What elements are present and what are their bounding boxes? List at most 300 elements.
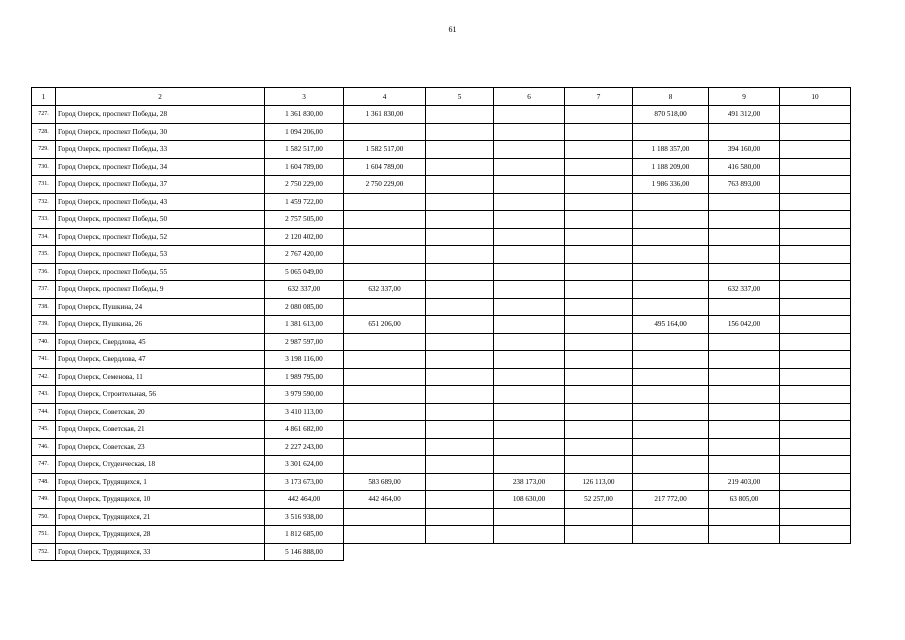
value-cell-col-9: 491 312,00 bbox=[709, 106, 780, 124]
value-cell-col-8 bbox=[633, 438, 709, 456]
value-cell-col-4 bbox=[344, 298, 426, 316]
column-header-7: 7 bbox=[565, 88, 633, 106]
value-cell-col-9: 416 580,00 bbox=[709, 158, 780, 176]
value-cell-col-6 bbox=[494, 508, 565, 526]
table-row bbox=[32, 438, 851, 456]
value-cell-col-10 bbox=[780, 543, 851, 561]
value-cell-col-9: 763 893,00 bbox=[709, 176, 780, 194]
address-cell: Город Озерск, проспект Победы, 28 bbox=[56, 106, 265, 124]
value-cell-col-7 bbox=[565, 298, 633, 316]
address-cell: Город Озерск, проспект Победы, 34 bbox=[56, 158, 265, 176]
row-number: 737. bbox=[32, 281, 56, 299]
row-number: 749. bbox=[32, 491, 56, 509]
row-number: 748. bbox=[32, 473, 56, 491]
column-header-2: 2 bbox=[56, 88, 265, 106]
value-cell-col-6 bbox=[494, 176, 565, 194]
table-row bbox=[32, 176, 851, 194]
value-cell-col-5 bbox=[426, 106, 494, 124]
value-cell-col-8 bbox=[633, 526, 709, 544]
value-cell-col-10 bbox=[780, 298, 851, 316]
value-cell-col-4 bbox=[344, 526, 426, 544]
table-body bbox=[32, 106, 851, 561]
value-cell-col-6 bbox=[494, 281, 565, 299]
value-cell-col-10 bbox=[780, 123, 851, 141]
value-cell-col-3: 5 146 888,00 bbox=[265, 543, 344, 561]
value-cell-col-6 bbox=[494, 386, 565, 404]
value-cell-col-6 bbox=[494, 211, 565, 229]
value-cell-col-9 bbox=[709, 351, 780, 369]
value-cell-col-4: 583 689,00 bbox=[344, 473, 426, 491]
address-cell: Город Озерск, Трудящихся, 28 bbox=[56, 526, 265, 544]
value-cell-col-5 bbox=[426, 141, 494, 159]
value-cell-col-6 bbox=[494, 368, 565, 386]
value-cell-col-7 bbox=[565, 456, 633, 474]
value-cell-col-3: 3 301 624,00 bbox=[265, 456, 344, 474]
value-cell-col-4: 651 206,00 bbox=[344, 316, 426, 334]
value-cell-col-6 bbox=[494, 438, 565, 456]
value-cell-col-6 bbox=[494, 246, 565, 264]
value-cell-col-5 bbox=[426, 456, 494, 474]
address-cell: Город Озерск, Советская, 23 bbox=[56, 438, 265, 456]
value-cell-col-8 bbox=[633, 386, 709, 404]
row-number: 743. bbox=[32, 386, 56, 404]
value-cell-col-5 bbox=[426, 263, 494, 281]
value-cell-col-3: 3 173 673,00 bbox=[265, 473, 344, 491]
table-row bbox=[32, 473, 851, 491]
value-cell-col-9 bbox=[709, 211, 780, 229]
value-cell-col-9: 63 805,00 bbox=[709, 491, 780, 509]
value-cell-col-9 bbox=[709, 228, 780, 246]
table-row bbox=[32, 141, 851, 159]
value-cell-col-10 bbox=[780, 228, 851, 246]
value-cell-col-9: 219 403,00 bbox=[709, 473, 780, 491]
value-cell-col-9 bbox=[709, 526, 780, 544]
column-header-8: 8 bbox=[633, 88, 709, 106]
value-cell-col-4 bbox=[344, 508, 426, 526]
value-cell-col-4: 1 604 789,00 bbox=[344, 158, 426, 176]
value-cell-col-3: 4 861 682,00 bbox=[265, 421, 344, 439]
value-cell-col-3: 5 065 049,00 bbox=[265, 263, 344, 281]
row-number: 734. bbox=[32, 228, 56, 246]
value-cell-col-8 bbox=[633, 351, 709, 369]
value-cell-col-8 bbox=[633, 123, 709, 141]
column-header-3: 3 bbox=[265, 88, 344, 106]
value-cell-col-4: 632 337,00 bbox=[344, 281, 426, 299]
value-cell-col-3: 2 767 420,00 bbox=[265, 246, 344, 264]
row-number: 736. bbox=[32, 263, 56, 281]
row-number: 735. bbox=[32, 246, 56, 264]
value-cell-col-7 bbox=[565, 263, 633, 281]
value-cell-col-5 bbox=[426, 176, 494, 194]
value-cell-col-8 bbox=[633, 473, 709, 491]
value-cell-col-4 bbox=[344, 263, 426, 281]
row-number: 746. bbox=[32, 438, 56, 456]
row-number: 728. bbox=[32, 123, 56, 141]
row-number: 752. bbox=[32, 543, 56, 561]
address-cell: Город Озерск, Трудящихся, 33 bbox=[56, 543, 265, 561]
column-header-1: 1 bbox=[32, 88, 56, 106]
value-cell-col-6 bbox=[494, 263, 565, 281]
address-cell: Город Озерск, Пушкина, 26 bbox=[56, 316, 265, 334]
value-cell-col-7 bbox=[565, 368, 633, 386]
row-number: 729. bbox=[32, 141, 56, 159]
value-cell-col-6 bbox=[494, 351, 565, 369]
value-cell-col-9: 156 042,00 bbox=[709, 316, 780, 334]
value-cell-col-10 bbox=[780, 473, 851, 491]
value-cell-col-5 bbox=[426, 246, 494, 264]
value-cell-col-7 bbox=[565, 211, 633, 229]
value-cell-col-5 bbox=[426, 228, 494, 246]
table-row bbox=[32, 368, 851, 386]
value-cell-col-10 bbox=[780, 368, 851, 386]
value-cell-col-4 bbox=[344, 211, 426, 229]
value-cell-col-5 bbox=[426, 473, 494, 491]
address-cell: Город Озерск, проспект Победы, 9 bbox=[56, 281, 265, 299]
value-cell-col-9 bbox=[709, 421, 780, 439]
value-cell-col-6 bbox=[494, 106, 565, 124]
value-cell-col-3: 1 989 795,00 bbox=[265, 368, 344, 386]
address-cell: Город Озерск, проспект Победы, 53 bbox=[56, 246, 265, 264]
value-cell-col-10 bbox=[780, 333, 851, 351]
value-cell-col-5 bbox=[426, 526, 494, 544]
value-cell-col-5 bbox=[426, 298, 494, 316]
value-cell-col-7: 126 113,00 bbox=[565, 473, 633, 491]
value-cell-col-3: 1 459 722,00 bbox=[265, 193, 344, 211]
table-row bbox=[32, 106, 851, 124]
value-cell-col-4 bbox=[344, 386, 426, 404]
value-cell-col-9 bbox=[709, 123, 780, 141]
value-cell-col-8: 1 188 357,00 bbox=[633, 141, 709, 159]
value-cell-col-4 bbox=[344, 403, 426, 421]
value-cell-col-10 bbox=[780, 351, 851, 369]
row-number: 727. bbox=[32, 106, 56, 124]
address-cell: Город Озерск, проспект Победы, 37 bbox=[56, 176, 265, 194]
value-cell-col-10 bbox=[780, 386, 851, 404]
address-cell: Город Озерск, Строительная, 56 bbox=[56, 386, 265, 404]
value-cell-col-9 bbox=[709, 333, 780, 351]
value-cell-col-9 bbox=[709, 368, 780, 386]
value-cell-col-7 bbox=[565, 386, 633, 404]
value-cell-col-6 bbox=[494, 316, 565, 334]
value-cell-col-4 bbox=[344, 193, 426, 211]
column-header-9: 9 bbox=[709, 88, 780, 106]
table-row bbox=[32, 508, 851, 526]
value-cell-col-5 bbox=[426, 316, 494, 334]
table-row bbox=[32, 123, 851, 141]
row-number: 738. bbox=[32, 298, 56, 316]
value-cell-col-3: 3 516 938,00 bbox=[265, 508, 344, 526]
value-cell-col-3: 1 604 789,00 bbox=[265, 158, 344, 176]
table-row bbox=[32, 246, 851, 264]
value-cell-col-9 bbox=[709, 543, 780, 561]
value-cell-col-6 bbox=[494, 158, 565, 176]
page-number: 61 bbox=[448, 25, 457, 34]
value-cell-col-5 bbox=[426, 543, 494, 561]
value-cell-col-8 bbox=[633, 211, 709, 229]
table-row bbox=[32, 421, 851, 439]
address-cell: Город Озерск, проспект Победы, 33 bbox=[56, 141, 265, 159]
address-cell: Город Озерск, проспект Победы, 43 bbox=[56, 193, 265, 211]
row-number: 739. bbox=[32, 316, 56, 334]
value-cell-col-6 bbox=[494, 228, 565, 246]
row-number: 730. bbox=[32, 158, 56, 176]
header-row bbox=[32, 88, 851, 106]
value-cell-col-5 bbox=[426, 281, 494, 299]
value-cell-col-9: 394 160,00 bbox=[709, 141, 780, 159]
value-cell-col-3: 3 410 113,00 bbox=[265, 403, 344, 421]
value-cell-col-6 bbox=[494, 403, 565, 421]
address-cell: Город Озерск, Советская, 20 bbox=[56, 403, 265, 421]
value-cell-col-3: 2 227 243,00 bbox=[265, 438, 344, 456]
value-cell-col-10 bbox=[780, 263, 851, 281]
value-cell-col-7 bbox=[565, 106, 633, 124]
value-cell-col-5 bbox=[426, 386, 494, 404]
value-cell-col-4 bbox=[344, 333, 426, 351]
value-cell-col-5 bbox=[426, 368, 494, 386]
address-cell: Город Озерск, Советская, 21 bbox=[56, 421, 265, 439]
value-cell-col-8 bbox=[633, 228, 709, 246]
value-cell-col-4 bbox=[344, 228, 426, 246]
row-number: 740. bbox=[32, 333, 56, 351]
value-cell-col-4 bbox=[344, 246, 426, 264]
value-cell-col-10 bbox=[780, 281, 851, 299]
value-cell-col-10 bbox=[780, 211, 851, 229]
address-cell: Город Озерск, Пушкина, 24 bbox=[56, 298, 265, 316]
table-row bbox=[32, 403, 851, 421]
value-cell-col-6 bbox=[494, 543, 565, 561]
column-header-5: 5 bbox=[426, 88, 494, 106]
value-cell-col-4 bbox=[344, 456, 426, 474]
value-cell-col-9 bbox=[709, 438, 780, 456]
value-cell-col-4: 2 750 229,00 bbox=[344, 176, 426, 194]
row-number: 744. bbox=[32, 403, 56, 421]
value-cell-col-10 bbox=[780, 403, 851, 421]
value-cell-col-7 bbox=[565, 228, 633, 246]
value-cell-col-8: 217 772,00 bbox=[633, 491, 709, 509]
address-cell: Город Озерск, Трудящихся, 10 bbox=[56, 491, 265, 509]
value-cell-col-4: 442 464,00 bbox=[344, 491, 426, 509]
row-number: 742. bbox=[32, 368, 56, 386]
value-cell-col-4 bbox=[344, 438, 426, 456]
value-cell-col-10 bbox=[780, 508, 851, 526]
value-cell-col-7 bbox=[565, 123, 633, 141]
value-cell-col-7 bbox=[565, 281, 633, 299]
value-cell-col-7 bbox=[565, 176, 633, 194]
address-cell: Город Озерск, Свердлова, 45 bbox=[56, 333, 265, 351]
table-row bbox=[32, 263, 851, 281]
address-cell: Город Озерск, Трудящихся, 21 bbox=[56, 508, 265, 526]
value-cell-col-10 bbox=[780, 141, 851, 159]
value-cell-col-8 bbox=[633, 456, 709, 474]
value-cell-col-3: 2 120 402,00 bbox=[265, 228, 344, 246]
column-header-4: 4 bbox=[344, 88, 426, 106]
value-cell-col-3: 1 582 517,00 bbox=[265, 141, 344, 159]
value-cell-col-3: 1 094 206,00 bbox=[265, 123, 344, 141]
address-cell: Город Озерск, Студенческая, 18 bbox=[56, 456, 265, 474]
value-cell-col-4 bbox=[344, 368, 426, 386]
value-cell-col-6 bbox=[494, 456, 565, 474]
value-cell-col-4 bbox=[344, 123, 426, 141]
value-cell-col-7 bbox=[565, 508, 633, 526]
value-cell-col-3: 2 757 505,00 bbox=[265, 211, 344, 229]
value-cell-col-5 bbox=[426, 491, 494, 509]
value-cell-col-10 bbox=[780, 421, 851, 439]
value-cell-col-5 bbox=[426, 211, 494, 229]
value-cell-col-3: 3 979 590,00 bbox=[265, 386, 344, 404]
value-cell-col-6: 108 630,00 bbox=[494, 491, 565, 509]
address-cell: Город Озерск, проспект Победы, 50 bbox=[56, 211, 265, 229]
table-row bbox=[32, 333, 851, 351]
value-cell-col-7 bbox=[565, 438, 633, 456]
table-row bbox=[32, 158, 851, 176]
row-number: 732. bbox=[32, 193, 56, 211]
value-cell-col-4: 1 361 830,00 bbox=[344, 106, 426, 124]
value-cell-col-9 bbox=[709, 508, 780, 526]
value-cell-col-8 bbox=[633, 543, 709, 561]
value-cell-col-5 bbox=[426, 193, 494, 211]
value-cell-col-8 bbox=[633, 193, 709, 211]
value-cell-col-3: 2 750 229,00 bbox=[265, 176, 344, 194]
value-cell-col-3: 1 361 830,00 bbox=[265, 106, 344, 124]
value-cell-col-7 bbox=[565, 246, 633, 264]
value-cell-col-8: 870 518,00 bbox=[633, 106, 709, 124]
value-cell-col-6 bbox=[494, 298, 565, 316]
address-cell: Город Озерск, проспект Победы, 30 bbox=[56, 123, 265, 141]
value-cell-col-7 bbox=[565, 193, 633, 211]
value-cell-col-9 bbox=[709, 403, 780, 421]
value-cell-col-5 bbox=[426, 403, 494, 421]
value-cell-col-5 bbox=[426, 333, 494, 351]
table-row bbox=[32, 211, 851, 229]
value-cell-col-10 bbox=[780, 158, 851, 176]
value-cell-col-4: 1 582 517,00 bbox=[344, 141, 426, 159]
value-cell-col-4 bbox=[344, 421, 426, 439]
value-cell-col-10 bbox=[780, 526, 851, 544]
value-cell-col-10 bbox=[780, 456, 851, 474]
value-cell-col-10 bbox=[780, 246, 851, 264]
value-cell-col-5 bbox=[426, 351, 494, 369]
table-row bbox=[32, 386, 851, 404]
row-number: 750. bbox=[32, 508, 56, 526]
table-row bbox=[32, 298, 851, 316]
table-row bbox=[32, 526, 851, 544]
value-cell-col-10 bbox=[780, 316, 851, 334]
value-cell-col-7 bbox=[565, 543, 633, 561]
value-cell-col-6 bbox=[494, 333, 565, 351]
address-cell: Город Озерск, проспект Победы, 52 bbox=[56, 228, 265, 246]
value-cell-col-8: 495 164,00 bbox=[633, 316, 709, 334]
value-cell-col-10 bbox=[780, 491, 851, 509]
value-cell-col-3: 1 812 685,00 bbox=[265, 526, 344, 544]
value-cell-col-7 bbox=[565, 316, 633, 334]
column-header-6: 6 bbox=[494, 88, 565, 106]
value-cell-col-8 bbox=[633, 368, 709, 386]
value-cell-col-5 bbox=[426, 158, 494, 176]
value-cell-col-7 bbox=[565, 403, 633, 421]
value-cell-col-5 bbox=[426, 123, 494, 141]
value-cell-col-10 bbox=[780, 176, 851, 194]
row-number: 733. bbox=[32, 211, 56, 229]
value-cell-col-8: 1 986 336,00 bbox=[633, 176, 709, 194]
row-number: 747. bbox=[32, 456, 56, 474]
address-cell: Город Озерск, Свердлова, 47 bbox=[56, 351, 265, 369]
value-cell-col-9: 632 337,00 bbox=[709, 281, 780, 299]
row-number: 751. bbox=[32, 526, 56, 544]
value-cell-col-10 bbox=[780, 438, 851, 456]
value-cell-col-3: 2 987 597,00 bbox=[265, 333, 344, 351]
table-row bbox=[32, 351, 851, 369]
value-cell-col-9 bbox=[709, 263, 780, 281]
value-cell-col-5 bbox=[426, 438, 494, 456]
table-row bbox=[32, 281, 851, 299]
value-cell-col-3: 3 198 116,00 bbox=[265, 351, 344, 369]
table-row bbox=[32, 543, 851, 561]
value-cell-col-6 bbox=[494, 123, 565, 141]
value-cell-col-6 bbox=[494, 141, 565, 159]
value-cell-col-5 bbox=[426, 508, 494, 526]
value-cell-col-8: 1 188 209,00 bbox=[633, 158, 709, 176]
value-cell-col-8 bbox=[633, 403, 709, 421]
address-cell: Город Озерск, проспект Победы, 55 bbox=[56, 263, 265, 281]
value-cell-col-3: 632 337,00 bbox=[265, 281, 344, 299]
address-cell: Город Озерск, Трудящихся, 1 bbox=[56, 473, 265, 491]
table-row bbox=[32, 228, 851, 246]
value-cell-col-7 bbox=[565, 351, 633, 369]
value-cell-col-8 bbox=[633, 333, 709, 351]
value-cell-col-7 bbox=[565, 141, 633, 159]
table-row bbox=[32, 193, 851, 211]
value-cell-col-8 bbox=[633, 246, 709, 264]
value-cell-col-9 bbox=[709, 456, 780, 474]
value-cell-col-3: 2 080 085,00 bbox=[265, 298, 344, 316]
column-header-10: 10 bbox=[780, 88, 851, 106]
value-cell-col-4 bbox=[344, 543, 426, 561]
value-cell-col-5 bbox=[426, 421, 494, 439]
value-cell-col-8 bbox=[633, 263, 709, 281]
table-row bbox=[32, 491, 851, 509]
value-cell-col-8 bbox=[633, 421, 709, 439]
value-cell-col-7: 52 257,00 bbox=[565, 491, 633, 509]
value-cell-col-6: 238 173,00 bbox=[494, 473, 565, 491]
address-cell: Город Озерск, Семенова, 11 bbox=[56, 368, 265, 386]
table-row bbox=[32, 316, 851, 334]
row-number: 731. bbox=[32, 176, 56, 194]
value-cell-col-7 bbox=[565, 421, 633, 439]
value-cell-col-3: 442 464,00 bbox=[265, 491, 344, 509]
value-cell-col-7 bbox=[565, 526, 633, 544]
row-number: 741. bbox=[32, 351, 56, 369]
value-cell-col-4 bbox=[344, 351, 426, 369]
value-cell-col-3: 1 381 613,00 bbox=[265, 316, 344, 334]
value-cell-col-9 bbox=[709, 298, 780, 316]
value-cell-col-8 bbox=[633, 508, 709, 526]
value-cell-col-7 bbox=[565, 333, 633, 351]
value-cell-col-6 bbox=[494, 421, 565, 439]
table-row bbox=[32, 456, 851, 474]
row-number: 745. bbox=[32, 421, 56, 439]
data-table bbox=[31, 87, 851, 561]
value-cell-col-7 bbox=[565, 158, 633, 176]
value-cell-col-6 bbox=[494, 193, 565, 211]
value-cell-col-10 bbox=[780, 106, 851, 124]
value-cell-col-8 bbox=[633, 298, 709, 316]
value-cell-col-9 bbox=[709, 246, 780, 264]
value-cell-col-9 bbox=[709, 386, 780, 404]
value-cell-col-8 bbox=[633, 281, 709, 299]
value-cell-col-6 bbox=[494, 526, 565, 544]
value-cell-col-9 bbox=[709, 193, 780, 211]
value-cell-col-10 bbox=[780, 193, 851, 211]
